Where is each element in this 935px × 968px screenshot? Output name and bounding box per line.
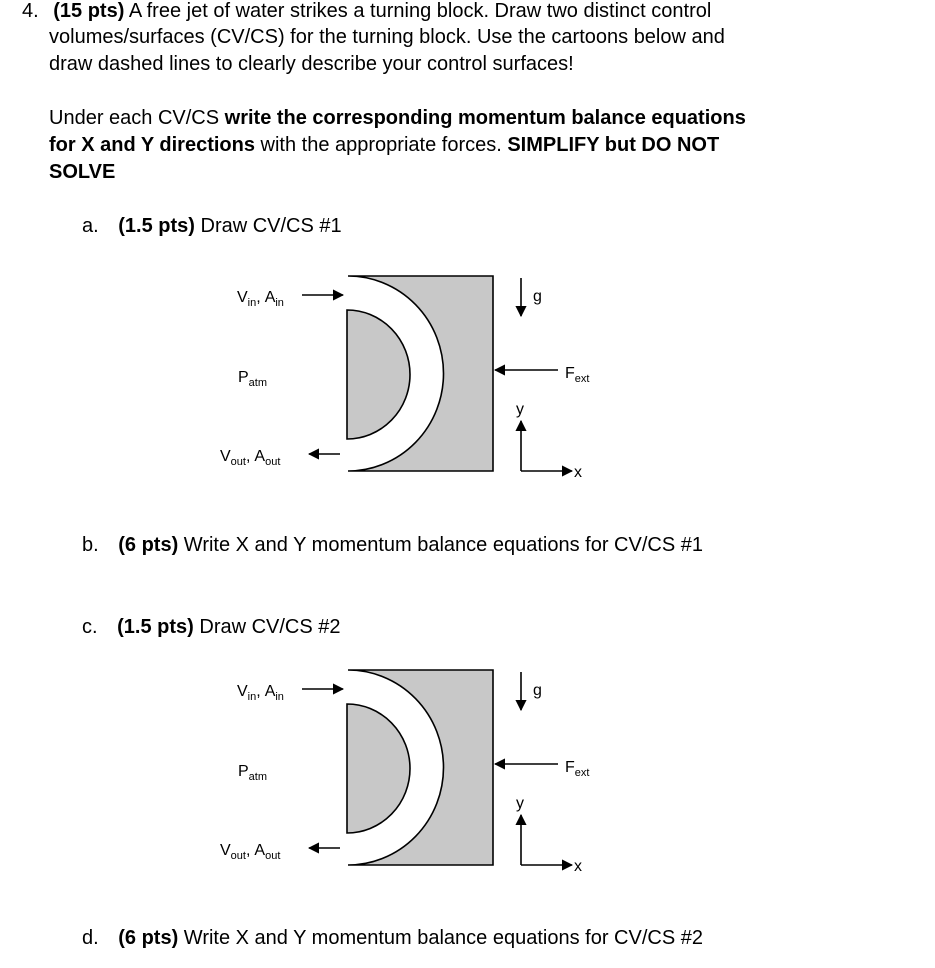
problem-number: 4. xyxy=(22,0,39,22)
p-atm-label: $P_{atm}$ xyxy=(238,763,268,783)
x-axis-label: x xyxy=(574,858,582,875)
part-text: Write X and Y momentum balance equations for CV/CS #1 xyxy=(178,534,703,556)
x-axis-label: x xyxy=(574,464,582,481)
turning-block-diagram-2 xyxy=(210,662,610,877)
turning-block-svg xyxy=(210,662,610,877)
v-in-a-in-label: $V_{in}$, $A_{in}$ xyxy=(237,683,284,703)
instruction-text-plain-2: with the appropriate forces. xyxy=(254,134,508,156)
problem-line-1 xyxy=(22,0,711,25)
instruction-line-2 xyxy=(49,132,719,159)
part-letter: a. xyxy=(82,215,99,237)
problem-text-1: A free jet of water strikes a turning block. Draw two distinct control xyxy=(124,0,712,22)
inner-half-disc xyxy=(347,310,410,439)
part-letter: b. xyxy=(82,534,99,556)
y-axis-label: y xyxy=(516,795,524,812)
p-atm-label: $P_{atm}$ xyxy=(238,369,268,389)
part-points: (6 pts) xyxy=(118,534,179,556)
problem-line-2: volumes/surfaces (CV/CS) for the turning block. Use the cartoons below and xyxy=(49,26,725,48)
inner-half-disc xyxy=(347,704,410,833)
problem-points: (15 pts) xyxy=(53,0,125,22)
instruction-text-bold: write the corresponding momentum balance equations xyxy=(224,107,746,129)
part-a xyxy=(82,213,342,240)
part-points: (6 pts) xyxy=(118,927,179,949)
g-label: g xyxy=(533,288,542,305)
part-c xyxy=(82,614,341,641)
part-points: (1.5 pts) xyxy=(117,616,194,638)
part-text: Draw CV/CS #1 xyxy=(194,215,342,237)
instruction-line-3: SOLVE xyxy=(49,161,116,183)
part-letter: d. xyxy=(82,927,99,949)
part-b xyxy=(82,532,703,559)
g-label: g xyxy=(533,682,542,699)
f-ext-label: $F_{ext}$ xyxy=(565,365,590,385)
problem-line-3: draw dashed lines to clearly describe your control surfaces! xyxy=(49,53,574,75)
v-out-a-out-label: $V_{out}$, $A_{out}$ xyxy=(220,448,281,468)
y-axis-label: y xyxy=(516,401,524,418)
v-in-a-in-label: $V_{in}$, $A_{in}$ xyxy=(237,289,284,309)
part-d xyxy=(82,925,703,952)
v-out-a-out-label: $V_{out}$, $A_{out}$ xyxy=(220,842,281,862)
part-text: Write X and Y momentum balance equations for CV/CS #2 xyxy=(178,927,703,949)
turning-block-diagram-1 xyxy=(210,268,610,483)
f-ext-label: $F_{ext}$ xyxy=(565,759,590,779)
instruction-text-bold-3: SIMPLIFY but DO NOT xyxy=(507,134,720,156)
turning-block-svg xyxy=(210,268,610,483)
part-letter: c. xyxy=(82,616,98,638)
instruction-line-1 xyxy=(49,105,746,132)
part-text: Draw CV/CS #2 xyxy=(193,616,341,638)
instruction-text-plain: Under each CV/CS xyxy=(49,107,225,129)
instruction-text-bold-2: for X and Y directions xyxy=(49,134,255,156)
part-points: (1.5 pts) xyxy=(118,215,195,237)
